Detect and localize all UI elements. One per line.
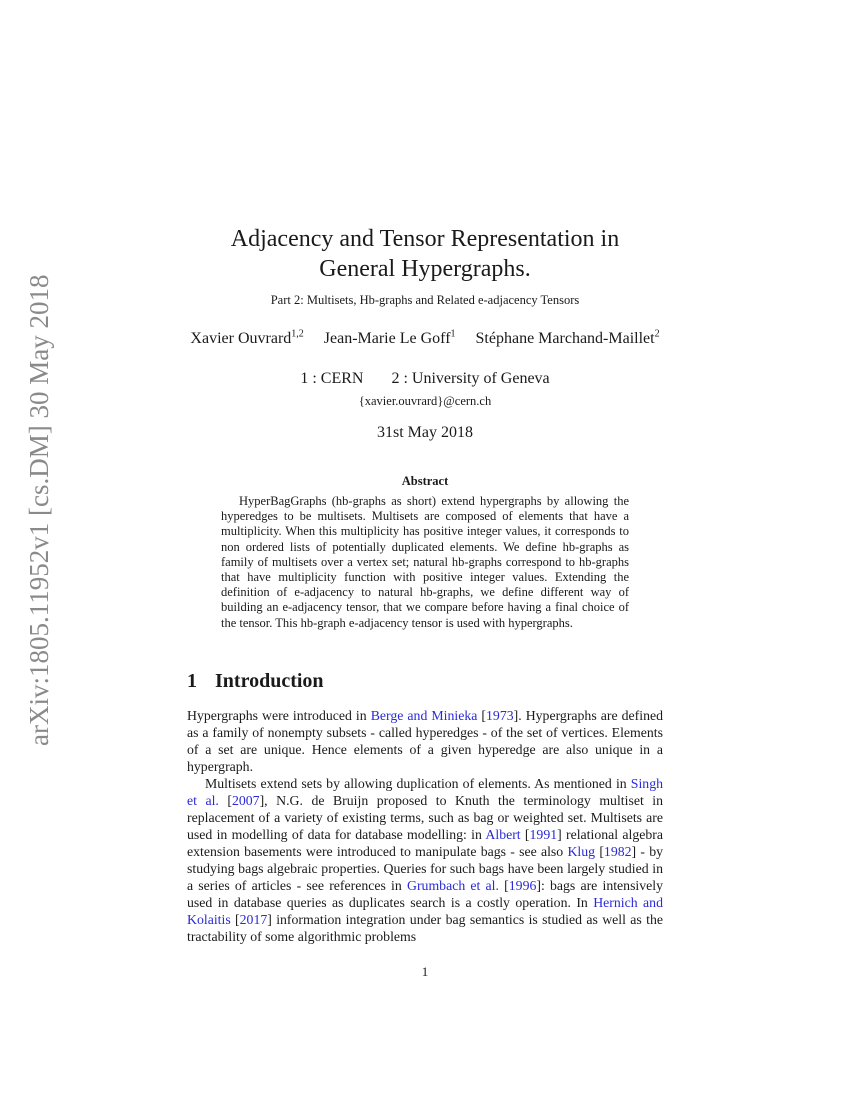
author-3 [476,330,660,347]
author-name: Stéphane Marchand-Maillet [475,330,655,348]
citation-link[interactable]: Berge and Minieka [370,708,478,723]
arxiv-stamp [10,250,60,750]
section-number: 1 [187,670,197,692]
author-name: Jean-Marie Le Goff [323,330,451,348]
page-number: 1 [421,964,429,979]
paper-date: 31st May 2018 [377,424,473,441]
citation-year-link[interactable]: 1991 [529,827,558,842]
text-run: Multisets extend sets by allowing duplication of elements. As mentioned in [205,776,631,791]
author-1 [190,330,303,347]
author-2 [324,330,456,347]
abstract-text: HyperBagGraphs (hb-graphs as short) extend hypergraphs by allowing the hyperedges to be multisets. Multisets are composed of elements that have a multiplicity. When this multiplicity has positive integer values, it corresponds to non ordered lists of potentially duplicated elements. We define hb-graphs as family of multisets over a vertex set; natural hb-graphs correspond to hb-graphs that have multiplicity function with positive integer values. Extending the definition of e-adjacency to natural hb-graphs, we define different way of building an e-adjacency tensor, that we compare before having a final choice of the tensor. This hb-graph e-adjacency tensor is used with hypergraphs. [221,494,629,630]
text-run: [ [520,827,530,842]
citation-year-link[interactable]: 2007 [231,793,260,808]
citation-link[interactable]: Grumbach et al. [406,878,499,893]
paragraph-2 [187,775,663,945]
affiliation-2: 2 : University of Geneva [391,370,550,387]
contact-email: {xavier.ouvrard}@cern.ch [358,394,492,408]
paragraph-1 [187,707,663,775]
citation-year-link[interactable]: 1973 [486,708,514,723]
author-affil-mark: 1 [450,329,456,340]
citation-link[interactable]: Albert [485,827,521,842]
text-run: [ [595,844,604,859]
author-name: Xavier Ouvrard [190,330,292,348]
text-run: ]. Hypergraphs are defined as a family of nonempty subsets - called hyperedges - of the set of vertices. Elements of a set are unique. Hence elements of a given hyperedge are also unique in a hypergraph. [187,708,663,774]
citation-year-link[interactable]: 1982 [603,844,632,859]
text-run: ] information integration under bag semantics is studied as well as the tractability of some algorithmic problems [187,912,663,944]
title-line-2: General Hypergraphs. [319,256,531,282]
arxiv-stamp-text: arXiv:1805.11952v1 [cs.DM] 30 May 2018 [24,274,54,746]
section-heading [187,670,324,693]
author-affil-mark: 1,2 [291,329,304,340]
section-title: Introduction [215,670,324,692]
abstract-heading: Abstract [401,474,449,488]
text-run: [ [230,912,240,927]
citation-year-link[interactable]: 1996 [508,878,537,893]
author-list [0,329,850,348]
text-run: ] relational algebra extension basements were introduced to manipulate bags - see also [187,827,663,859]
text-run: Hypergraphs were introduced in [187,708,371,723]
title-line-1: Adjacency and Tensor Representation in [230,226,620,252]
affiliations [0,370,850,388]
text-run: ] - by studying bags algebraic properties. Queries for such bags have been largely studied in a series of articles - see references in [187,844,664,893]
text-run: [ [218,793,232,808]
paper-title [0,224,850,284]
citation-link[interactable]: Klug [567,844,596,859]
author-affil-mark: 2 [654,329,660,340]
citation-link[interactable]: Singh et al. [187,776,663,808]
paper-subtitle: Part 2: Multisets, Hb-graphs and Related e-adjacency Tensors [270,293,580,307]
text-run: ], N.G. de Bruijn proposed to Knuth the terminology multiset in replacement of a variety of existing terms, such as bag or weighted set. Multisets are used in modelling of data for database modelling: in [187,793,664,842]
citation-link[interactable]: Hernich and Kolaitis [187,895,663,927]
text-run: [ [498,878,509,893]
affiliation-1: 1 : CERN [300,370,364,387]
citation-year-link[interactable]: 2017 [239,912,268,927]
text-run: ]: bags are intensively used in database queries as duplicates search is a costly operation. In [187,878,664,910]
body-text [187,707,663,945]
text-run: [ [477,708,487,723]
